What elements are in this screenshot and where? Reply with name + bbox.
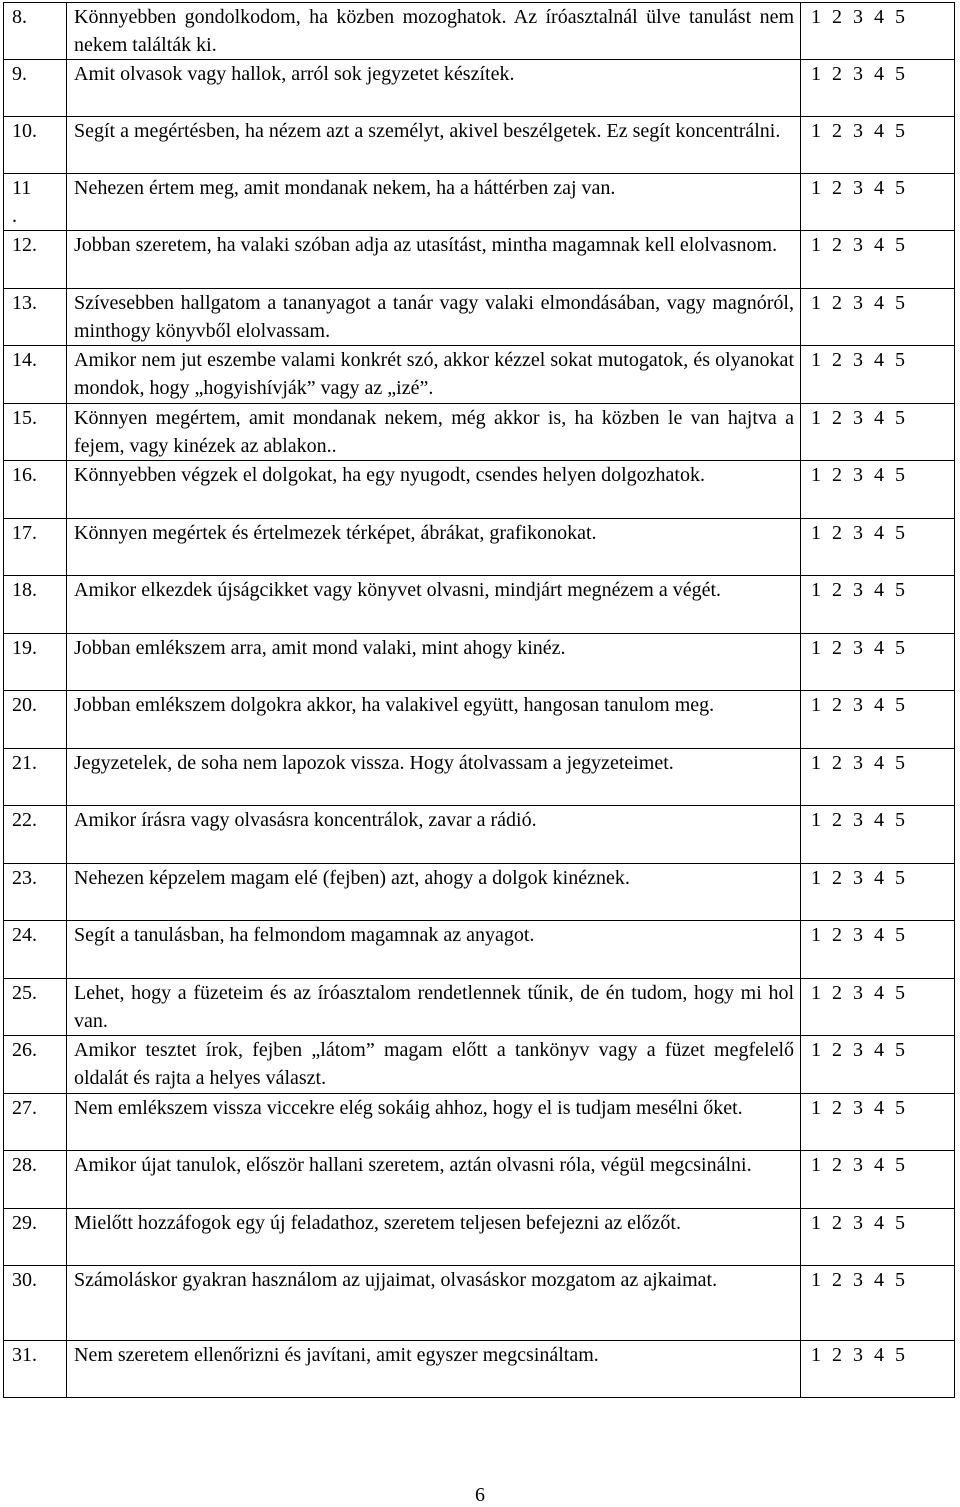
item-text: Könnyen megértem, amit mondanak nekem, még akkor is, ha közben le van hajtva a fejem, vagy kinézek az ablakon..	[67, 404, 801, 461]
table-row	[4, 231, 955, 289]
table-row	[4, 691, 955, 749]
item-number: 20.	[4, 691, 67, 749]
table-row	[4, 864, 955, 921]
table-row	[4, 1094, 955, 1151]
table-row	[4, 1209, 955, 1266]
table-row	[4, 289, 955, 346]
item-number: 15.	[4, 404, 67, 461]
item-text: Segít a megértésben, ha nézem azt a személyt, akivel beszélgetek. Ez segít koncentrálni.	[67, 117, 801, 174]
table-row	[4, 117, 955, 174]
item-number: 26.	[4, 1036, 67, 1094]
item-text: Nehezen értem meg, amit mondanak nekem, ha a háttérben zaj van.	[67, 174, 801, 231]
table-row	[4, 1151, 955, 1209]
item-number: 10.	[4, 117, 67, 174]
item-number: 30.	[4, 1266, 67, 1341]
rating-scale: 1 2 3 4 5	[801, 979, 955, 1036]
item-number: 17.	[4, 519, 67, 576]
rating-scale: 1 2 3 4 5	[801, 461, 955, 519]
rating-scale: 1 2 3 4 5	[801, 691, 955, 749]
rating-scale: 1 2 3 4 5	[801, 1036, 955, 1094]
item-number: 9.	[4, 60, 67, 117]
rating-scale: 1 2 3 4 5	[801, 576, 955, 634]
rating-scale: 1 2 3 4 5	[801, 1266, 955, 1341]
table-row	[4, 749, 955, 806]
rating-scale: 1 2 3 4 5	[801, 231, 955, 289]
rating-scale: 1 2 3 4 5	[801, 634, 955, 691]
rating-scale: 1 2 3 4 5	[801, 806, 955, 864]
rating-scale: 1 2 3 4 5	[801, 174, 955, 231]
table-row	[4, 921, 955, 979]
item-number: 28.	[4, 1151, 67, 1209]
item-text: Lehet, hogy a füzeteim és az íróasztalom rendetlennek tűnik, de én tudom, hogy mi hol van.	[67, 979, 801, 1036]
item-number	[4, 174, 67, 231]
item-number: 31.	[4, 1341, 67, 1398]
item-number: 13.	[4, 289, 67, 346]
table-row	[4, 806, 955, 864]
rating-scale: 1 2 3 4 5	[801, 749, 955, 806]
item-text: Amikor elkezdek újságcikket vagy könyvet olvasni, mindjárt megnézem a végét.	[67, 576, 801, 634]
item-text: Amikor tesztet írok, fejben „látom” magam előtt a tankönyv vagy a füzet megfelelő oldalát és rajta a helyes választ.	[67, 1036, 801, 1094]
table-row	[4, 1266, 955, 1341]
questionnaire-table	[3, 2, 955, 1398]
table-row	[4, 3, 955, 60]
table-row	[4, 634, 955, 691]
item-text: Könnyebben gondolkodom, ha közben mozoghatok. Az íróasztalnál ülve tanulást nem nekem találták ki.	[67, 3, 801, 60]
item-number: 16.	[4, 461, 67, 519]
item-text: Jobban szeretem, ha valaki szóban adja az utasítást, mintha magamnak kell elolvasnom.	[67, 231, 801, 289]
table-row	[4, 519, 955, 576]
item-number: 21.	[4, 749, 67, 806]
item-number: 14.	[4, 346, 67, 404]
rating-scale: 1 2 3 4 5	[801, 346, 955, 404]
rating-scale: 1 2 3 4 5	[801, 1341, 955, 1398]
rating-scale: 1 2 3 4 5	[801, 3, 955, 60]
item-number: 25.	[4, 979, 67, 1036]
item-text: Amikor írásra vagy olvasásra koncentrálok, zavar a rádió.	[67, 806, 801, 864]
rating-scale: 1 2 3 4 5	[801, 404, 955, 461]
rating-scale: 1 2 3 4 5	[801, 921, 955, 979]
table-row	[4, 174, 955, 231]
item-number-main: 11	[12, 177, 32, 199]
item-number: 29.	[4, 1209, 67, 1266]
rating-scale: 1 2 3 4 5	[801, 1094, 955, 1151]
item-text: Amikor újat tanulok, először hallani szeretem, aztán olvasni róla, végül megcsinálni.	[67, 1151, 801, 1209]
table-row	[4, 60, 955, 117]
rating-scale: 1 2 3 4 5	[801, 1209, 955, 1266]
item-text: Jobban emlékszem dolgokra akkor, ha valakivel együtt, hangosan tanulom meg.	[67, 691, 801, 749]
item-number: 22.	[4, 806, 67, 864]
rating-scale: 1 2 3 4 5	[801, 1151, 955, 1209]
item-text: Könnyen megértek és értelmezek térképet, ábrákat, grafikonokat.	[67, 519, 801, 576]
rating-scale: 1 2 3 4 5	[801, 519, 955, 576]
item-text: Szívesebben hallgatom a tananyagot a tanár vagy valaki elmondásában, vagy magnóról, minthogy könyvből elolvassam.	[67, 289, 801, 346]
rating-scale: 1 2 3 4 5	[801, 864, 955, 921]
item-text: Segít a tanulásban, ha felmondom magamnak az anyagot.	[67, 921, 801, 979]
table-row	[4, 1341, 955, 1398]
item-number: 8.	[4, 3, 67, 60]
item-number-dot: .	[12, 205, 17, 227]
table-row	[4, 1036, 955, 1094]
item-text: Amikor nem jut eszembe valami konkrét szó, akkor kézzel sokat mutogatok, és olyanokat mondok, hogy „hogyishívják” vagy az „izé”.	[67, 346, 801, 404]
rating-scale: 1 2 3 4 5	[801, 117, 955, 174]
rating-scale: 1 2 3 4 5	[801, 289, 955, 346]
item-text: Amit olvasok vagy hallok, arról sok jegyzetet készítek.	[67, 60, 801, 117]
table-row	[4, 346, 955, 404]
item-number: 24.	[4, 921, 67, 979]
item-text: Számoláskor gyakran használom az ujjaimat, olvasáskor mozgatom az ajkaimat.	[67, 1266, 801, 1341]
item-text: Nehezen képzelem magam elé (fejben) azt, ahogy a dolgok kinéznek.	[67, 864, 801, 921]
item-number: 23.	[4, 864, 67, 921]
item-number: 27.	[4, 1094, 67, 1151]
page-number: 6	[475, 1484, 485, 1506]
item-text: Jegyzetelek, de soha nem lapozok vissza. Hogy átolvassam a jegyzeteimet.	[67, 749, 801, 806]
item-text: Nem emlékszem vissza viccekre elég sokáig ahhoz, hogy el is tudjam mesélni őket.	[67, 1094, 801, 1151]
item-text: Nem szeretem ellenőrizni és javítani, amit egyszer megcsináltam.	[67, 1341, 801, 1398]
item-text: Könnyebben végzek el dolgokat, ha egy nyugodt, csendes helyen dolgozhatok.	[67, 461, 801, 519]
table-row	[4, 979, 955, 1036]
item-number: 19.	[4, 634, 67, 691]
table-row	[4, 404, 955, 461]
item-number: 12.	[4, 231, 67, 289]
table-row	[4, 461, 955, 519]
rating-scale: 1 2 3 4 5	[801, 60, 955, 117]
table-row	[4, 576, 955, 634]
item-number: 18.	[4, 576, 67, 634]
item-text: Jobban emlékszem arra, amit mond valaki, mint ahogy kinéz.	[67, 634, 801, 691]
item-text: Mielőtt hozzáfogok egy új feladathoz, szeretem teljesen befejezni az előzőt.	[67, 1209, 801, 1266]
